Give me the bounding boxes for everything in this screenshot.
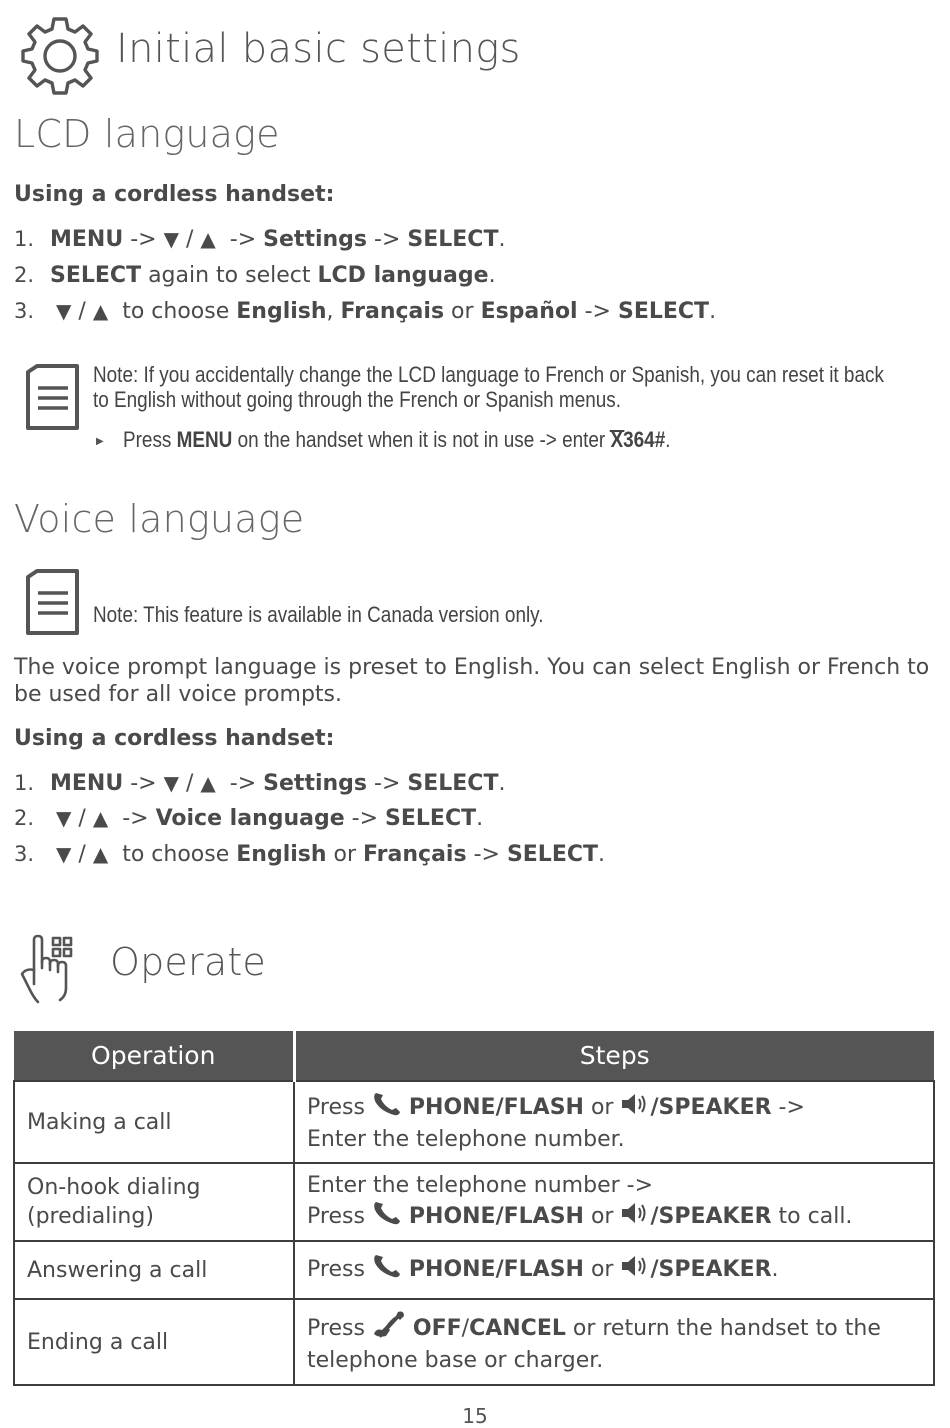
operation-cell: Answering a call [14, 1241, 294, 1299]
bullet-icon: ▶ [96, 436, 104, 447]
note-icon [25, 364, 81, 432]
down-arrow-icon: ▼ [56, 806, 72, 830]
lcd-step-2: 2. SELECT again to select LCD language. [14, 263, 496, 288]
voice-note: Note: This feature is available in Canada version only. [93, 602, 544, 627]
up-arrow-icon: ▲ [200, 771, 216, 795]
hang-up-icon [372, 1310, 406, 1346]
voice-subtitle: Using a cordless handset: [14, 726, 335, 751]
voice-paragraph-line1: The voice prompt language is preset to English. You can select English or French to [14, 655, 930, 680]
operation-cell: Making a call [14, 1081, 294, 1163]
table-row [14, 1241, 934, 1299]
steps-cell: Enter the telephone number -> Press PHONE/FLASH or /SPEAKER to call. [294, 1163, 934, 1241]
voice-language-heading: Voice language [14, 497, 305, 541]
down-arrow-icon: ▼ [56, 842, 72, 866]
down-arrow-icon: ▼ [163, 227, 179, 251]
phone-icon [372, 1200, 402, 1234]
steps-cell: Press OFF/CANCEL or return the handset to the telephone base or charger. [294, 1299, 934, 1385]
gear-icon [20, 16, 100, 96]
speaker-icon [620, 1200, 650, 1234]
steps-cell: Press PHONE/FLASH or /SPEAKER -> Enter the telephone number. [294, 1081, 934, 1163]
up-arrow-icon: ▲ [92, 806, 109, 830]
page-number: 15 [462, 1404, 488, 1428]
note-icon [25, 569, 81, 637]
operation-cell: Ending a call [14, 1299, 294, 1385]
up-arrow-icon: ▲ [92, 299, 109, 323]
phone-icon [372, 1253, 402, 1287]
page-title: Initial basic settings [116, 26, 521, 72]
table-header-operation: Operation [14, 1031, 294, 1081]
voice-step-3: 3. ▼ / ▲ to choose English or Français -> SELECT. [14, 842, 606, 867]
lcd-step-1: 1. MENU -> ▼ / ▲ -> Settings -> SELECT. [14, 227, 506, 252]
table-header-steps: Steps [294, 1031, 934, 1081]
table-row [14, 1299, 934, 1385]
lcd-note-bullet: Press MENU on the handset when it is not in use -> enter X 364#. [123, 427, 671, 452]
up-arrow-icon: ▲ [92, 842, 109, 866]
lcd-note-line2: to English without going through the French or Spanish menus. [93, 387, 621, 412]
voice-step-2: 2. ▼ / ▲ -> Voice language -> SELECT. [14, 806, 484, 831]
operations-table [13, 1031, 935, 1386]
hand-keypad-icon [16, 934, 82, 1004]
phone-icon [372, 1091, 402, 1125]
lcd-language-heading: LCD language [14, 112, 280, 156]
speaker-icon [620, 1091, 650, 1125]
speaker-icon [620, 1253, 650, 1287]
lcd-step-3: 3. ▼ / ▲ to choose English, Français or Español -> SELECT. [14, 299, 717, 324]
voice-step-1: 1. MENU -> ▼ / ▲ -> Settings -> SELECT. [14, 771, 506, 796]
table-row [14, 1081, 934, 1163]
star-key-icon: X [610, 427, 624, 452]
operation-cell: On-hook dialing (predialing) [14, 1163, 294, 1241]
down-arrow-icon: ▼ [163, 771, 179, 795]
down-arrow-icon: ▼ [56, 299, 72, 323]
lcd-subtitle: Using a cordless handset: [14, 182, 335, 207]
up-arrow-icon: ▲ [200, 227, 216, 251]
steps-cell: Press PHONE/FLASH or /SPEAKER. [294, 1241, 934, 1299]
lcd-note-line1: Note: If you accidentally change the LCD language to French or Spanish, you can reset it back [93, 362, 884, 387]
operate-heading: Operate [110, 940, 266, 984]
voice-paragraph-line2: be used for all voice prompts. [14, 682, 343, 707]
table-row [14, 1163, 934, 1241]
